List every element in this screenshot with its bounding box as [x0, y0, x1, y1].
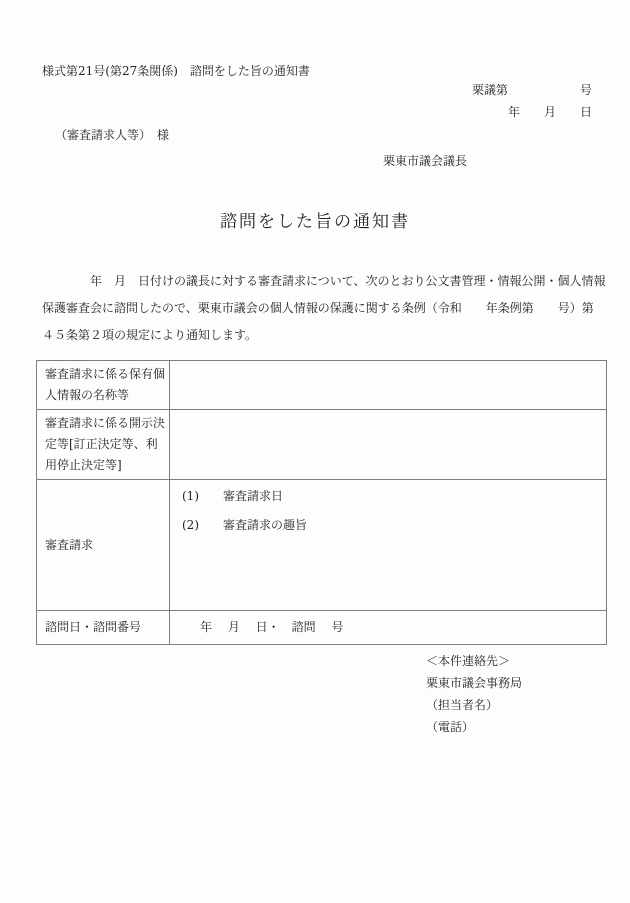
doc-number-line: 栗議第 号: [471, 83, 592, 97]
document-title: 諮問をした旨の通知書: [220, 212, 410, 232]
row-label: 審査請求: [37, 480, 170, 611]
info-table: [36, 360, 607, 645]
table-row: [37, 480, 607, 611]
sender-title: 栗東市議会議長: [383, 154, 468, 168]
contact-header: ＜本件連絡先＞: [426, 654, 511, 668]
value-item-1: (1) 審査請求日: [182, 489, 283, 503]
contact-person: （担当者名）: [426, 698, 499, 712]
row-value: [170, 410, 607, 480]
row-value: [170, 480, 607, 611]
table-row: [37, 361, 607, 410]
row-label: 審査請求に係る保有個人情報の名称等: [37, 361, 170, 410]
contact-block: [426, 650, 522, 738]
doc-number-block: [472, 79, 592, 123]
form-number-line: 様式第21号(第27条関係) 諮問をした旨の通知書: [42, 64, 310, 78]
body-line-3: ４５条第２項の規定により通知します。: [42, 328, 258, 342]
body-line-2: 保護審査会に諮問したので、栗東市議会の個人情報の保護に関する条例（令和 年条例第 号）第: [42, 301, 594, 315]
row-label: 審査請求に係る開示決定等[訂正決定等、利用停止決定等]: [37, 410, 170, 480]
contact-office: 栗東市議会事務局: [426, 676, 523, 690]
addressee-line: （審査請求人等） 様: [55, 128, 170, 142]
table-row: [37, 611, 607, 645]
table-row: [37, 410, 607, 480]
row-value: 年 月 日・ 諮問 号: [170, 611, 607, 645]
date-line: 年 月 日: [507, 105, 592, 119]
row-label: 諮問日・諮問番号: [37, 611, 170, 645]
body-line-1: 年 月 日付けの議長に対する審査請求について、次のとおり公文書管理・情報公開・個人情報: [42, 274, 606, 288]
body-paragraph: [42, 268, 606, 349]
row-value: [170, 361, 607, 410]
value-item-2: (2) 審査請求の趣旨: [182, 518, 307, 532]
contact-phone: （電話）: [426, 720, 475, 734]
